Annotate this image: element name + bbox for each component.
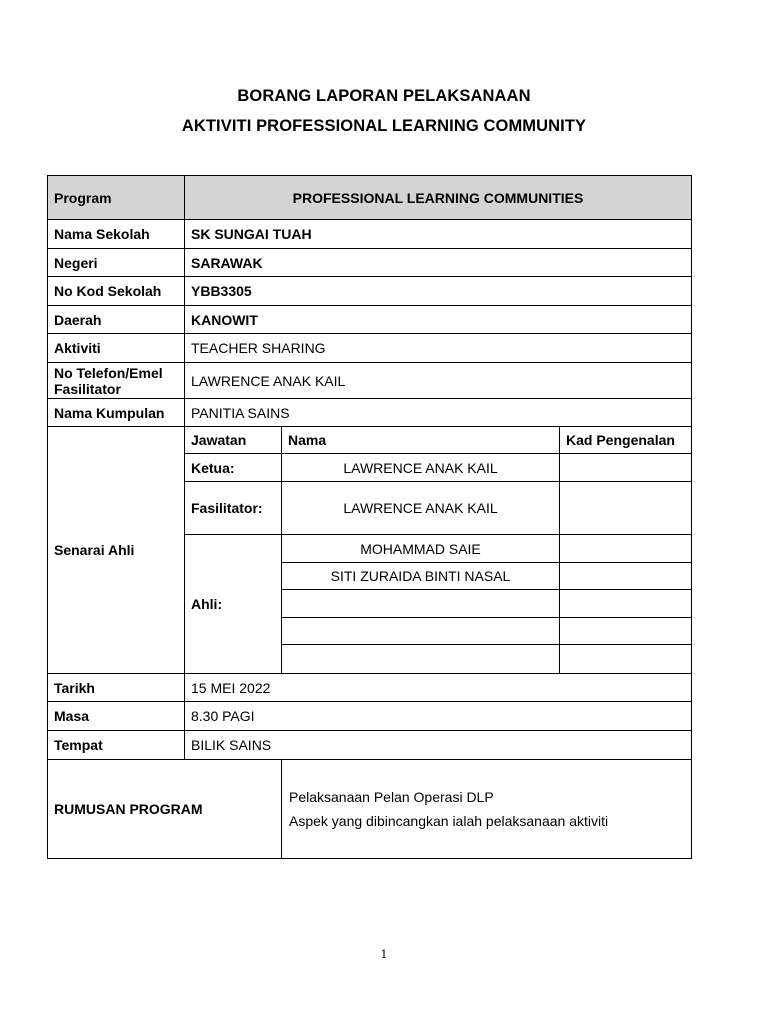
no-telefon-label: [48, 363, 185, 399]
no-kod-sekolah-label: No Kod Sekolah: [48, 277, 185, 306]
ketua-role: Ketua:: [185, 454, 282, 482]
daerah-label: Daerah: [48, 306, 185, 334]
rumusan-content: [282, 760, 692, 859]
negeri-value: SARAWAK: [185, 249, 692, 277]
masa-value: 8.30 PAGI: [185, 702, 692, 731]
rumusan-label: RUMUSAN PROGRAM: [48, 760, 282, 859]
no-telefon-label-line1: No Telefon/Emel: [54, 364, 163, 381]
no-telefon-value: LAWRENCE ANAK KAIL: [185, 363, 692, 399]
kad-pengenalan-header: Kad Pengenalan: [560, 427, 692, 454]
ahli-ic: [560, 563, 692, 590]
ketua-ic: [560, 454, 692, 482]
program-label: Program: [48, 176, 185, 220]
nama-sekolah-label: Nama Sekolah: [48, 220, 185, 249]
row-tempat: [48, 731, 692, 760]
ahli-name: [282, 645, 560, 674]
row-aktiviti: [48, 334, 692, 363]
masa-label: Masa: [48, 702, 185, 731]
rumusan-line1: Pelaksanaan Pelan Operasi DLP: [289, 789, 494, 805]
row-rumusan: [48, 760, 692, 859]
rumusan-line2: Aspek yang dibincangkan ialah pelaksanaan aktiviti: [289, 813, 609, 829]
row-negeri: [48, 249, 692, 277]
jawatan-header: Jawatan: [185, 427, 282, 454]
document-subtitle: AKTIVITI PROFESSIONAL LEARNING COMMUNITY: [181, 117, 587, 135]
tarikh-label: Tarikh: [48, 674, 185, 702]
aktiviti-value: TEACHER SHARING: [185, 334, 692, 363]
ahli-name: SITI ZURAIDA BINTI NASAL: [282, 563, 560, 590]
row-nama-kumpulan: [48, 399, 692, 427]
page-number: 1: [380, 948, 388, 961]
ahli-name: [282, 590, 560, 618]
document-title: BORANG LAPORAN PELAKSANAAN: [237, 87, 531, 105]
senarai-ahli-label: Senarai Ahli: [48, 427, 185, 674]
row-masa: [48, 702, 692, 731]
fasilitator-role: Fasilitator:: [185, 482, 282, 535]
nama-header: Nama: [282, 427, 560, 454]
aktiviti-label: Aktiviti: [48, 334, 185, 363]
ahli-ic: [560, 535, 692, 563]
fasilitator-ic: [560, 482, 692, 535]
negeri-label: Negeri: [48, 249, 185, 277]
report-form-table: [47, 175, 692, 859]
row-program: [48, 176, 692, 220]
nama-sekolah-value: SK SUNGAI TUAH: [185, 220, 692, 249]
no-kod-sekolah-value: YBB3305: [185, 277, 692, 306]
daerah-value: KANOWIT: [185, 306, 692, 334]
row-no-telefon: [48, 363, 692, 399]
ketua-name: LAWRENCE ANAK KAIL: [282, 454, 560, 482]
ahli-role: Ahli:: [185, 535, 282, 674]
ahli-name: MOHAMMAD SAIE: [282, 535, 560, 563]
ahli-ic: [560, 645, 692, 674]
row-daerah: [48, 306, 692, 334]
tarikh-value: 15 MEI 2022: [185, 674, 692, 702]
ahli-ic: [560, 618, 692, 645]
nama-kumpulan-value: PANITIA SAINS: [185, 399, 692, 427]
ahli-ic: [560, 590, 692, 618]
nama-kumpulan-label: Nama Kumpulan: [48, 399, 185, 427]
tempat-value: BILIK SAINS: [185, 731, 692, 760]
row-nama-sekolah: [48, 220, 692, 249]
tempat-label: Tempat: [48, 731, 185, 760]
ahli-header-row: [48, 427, 692, 454]
row-no-kod-sekolah: [48, 277, 692, 306]
no-telefon-label-line2: Fasilitator: [54, 380, 121, 397]
row-tarikh: [48, 674, 692, 702]
fasilitator-name: LAWRENCE ANAK KAIL: [282, 482, 560, 535]
program-value: PROFESSIONAL LEARNING COMMUNITIES: [185, 176, 692, 220]
ahli-name: [282, 618, 560, 645]
